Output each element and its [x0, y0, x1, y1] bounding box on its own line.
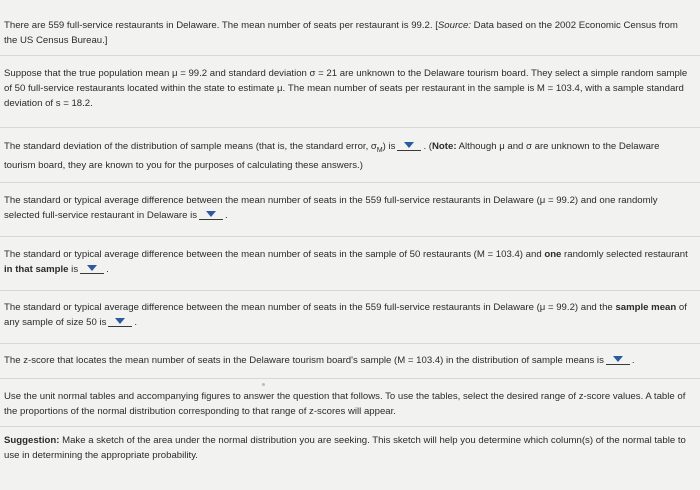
- question-text: The standard deviation of the distribution of sample means (that is, the standard error, σ: [4, 141, 377, 152]
- question-text: The standard or typical average difference between the mean number of seats in the 559 full-service restaurants in Delaware (μ = 99.2) and one randomly selected full-service restaurant in Delaware is: [4, 195, 658, 221]
- question-z-score: [4, 353, 692, 368]
- period: .: [631, 355, 635, 366]
- population-one-dropdown[interactable]: [199, 208, 223, 220]
- emphasis-sample-mean: sample mean: [615, 302, 677, 313]
- suggestion-paragraph: [4, 433, 692, 463]
- sample-mean-dropdown[interactable]: [108, 315, 132, 327]
- question-text: The standard or typical average difference between the mean number of seats in the 559 full-service restaurants in Delaware (μ = 99.2) and the: [4, 302, 616, 313]
- question-population-vs-sample-mean: [4, 300, 692, 330]
- question-text: of any sample of size 50 is: [4, 302, 687, 328]
- question-text: ) is: [382, 141, 396, 152]
- question-text: is: [68, 264, 79, 275]
- divider: [0, 127, 700, 128]
- emphasis-one: one: [544, 249, 562, 260]
- note-text: Although μ and σ are unknown to the Delaware tourism board, they are known to you for the purposes of calculating these answers.): [4, 141, 660, 171]
- divider: [0, 290, 700, 291]
- source-label: Source:: [437, 20, 471, 31]
- divider: [0, 378, 700, 379]
- z-score-dropdown[interactable]: [606, 353, 630, 365]
- question-text: . (: [423, 141, 432, 152]
- suggestion-text: Make a sketch of the area under the normal distribution you are seeking. This sketch will help you determine which column(s) of the normal table to use in determining the appropriate probability.: [4, 435, 686, 461]
- sample-one-dropdown[interactable]: [80, 262, 104, 274]
- scenario-text: Suppose that the true population mean μ = 99.2 and standard deviation σ = 21 are unknown to the Delaware tourism board. They select a simple random sample of 50 full-service restaurants located within the state to estimate μ. The mean number of seats per restaurant in the sample is M = 103.4, with a sample standard deviation of s = 18.2.: [4, 68, 688, 109]
- question-text: The z-score that locates the mean number of seats in the Delaware tourism board's sample (M = 103.4) in the distribution of sample means is: [4, 355, 604, 366]
- period: .: [134, 317, 138, 328]
- note-label: Note:: [432, 141, 457, 152]
- divider: [0, 182, 700, 183]
- question-text: The standard or typical average difference between the mean number of seats in the sample of 50 restaurants (M = 103.4) and: [4, 249, 545, 260]
- sigma-subscript: M: [376, 146, 383, 154]
- suggestion-label: Suggestion:: [4, 435, 60, 446]
- intro-paragraph: [4, 18, 692, 48]
- question-text: randomly selected restaurant: [561, 249, 688, 260]
- intro-text: There are 559 full-service restaurants in Delaware. The mean number of seats per restaurant is 99.2. [: [4, 20, 438, 31]
- divider: [0, 426, 700, 427]
- divider: [0, 55, 700, 56]
- period: .: [106, 264, 109, 275]
- intro-text-end: Data based on the 2002 Economic Census from the US Census Bureau.]: [4, 20, 678, 46]
- instructions-text: Use the unit normal tables and accompanying figures to answer the question that follows. To use the tables, select the desired range of z-score values. A table of the proportions of the normal distribution corresponding to that range of z-scores will appear.: [4, 391, 686, 417]
- standard-error-dropdown[interactable]: [397, 139, 421, 151]
- emphasis-in-sample: in that sample: [4, 264, 69, 275]
- tables-instructions: [4, 389, 692, 419]
- cursor-dot: [262, 383, 265, 386]
- divider: [0, 236, 700, 237]
- period: .: [225, 210, 228, 221]
- divider: [0, 343, 700, 344]
- question-sample-vs-one: [4, 247, 692, 277]
- question-standard-error: [4, 139, 692, 173]
- scenario-paragraph: [4, 66, 692, 111]
- question-population-vs-one: [4, 193, 692, 223]
